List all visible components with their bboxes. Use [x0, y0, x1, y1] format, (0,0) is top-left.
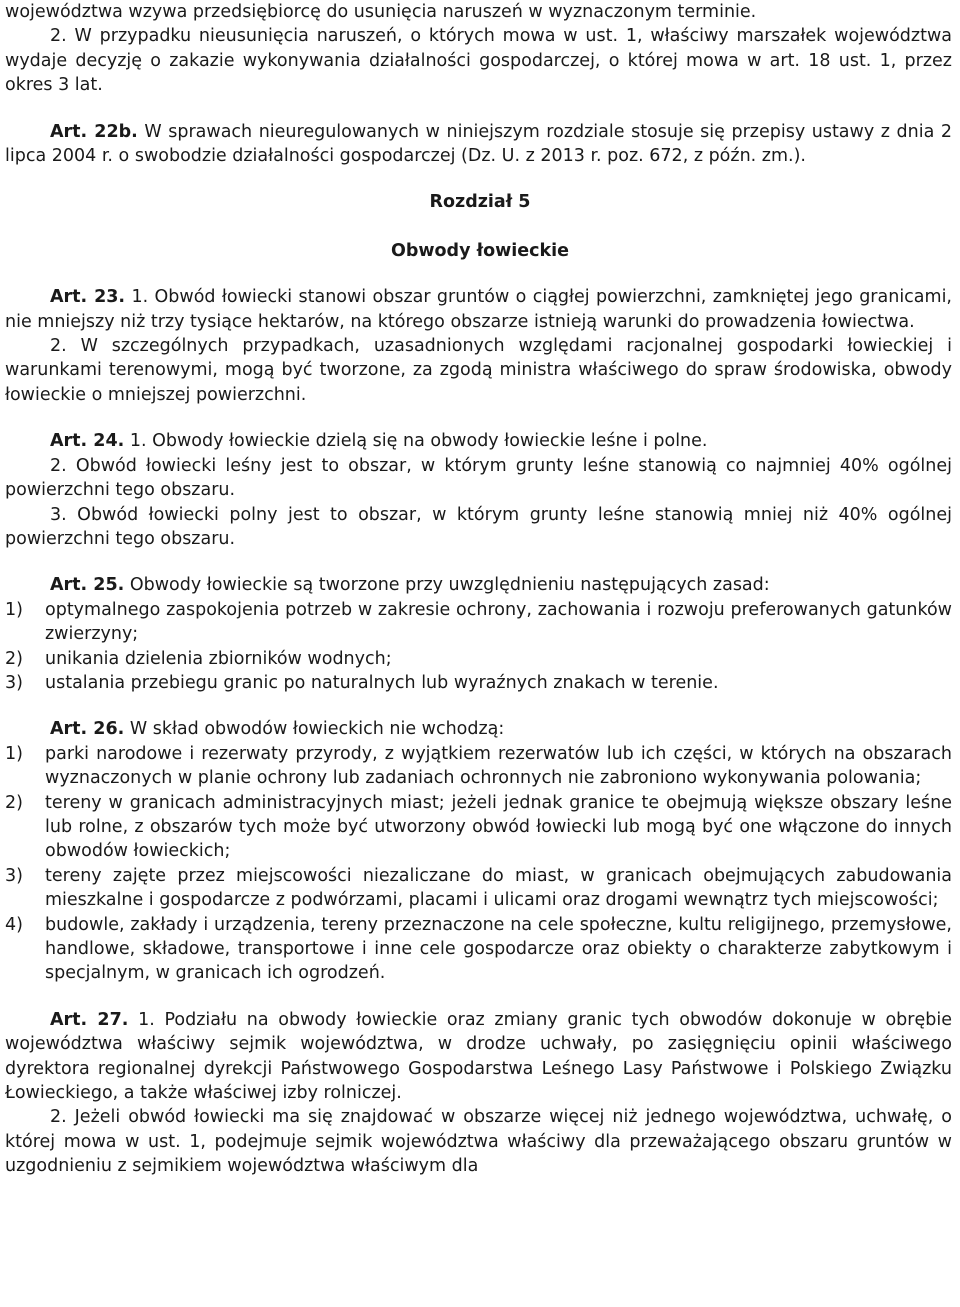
chapter-title: Obwody łowieckie [390, 240, 570, 261]
article-26-intro [5, 717, 952, 741]
article-text: 1. Podziału na obwody łowieckie oraz zmiany granic tych obwodów dokonuje w obrębie województwa właściwy sejmik województwa, w drodze uchwały, po zasięgnięciu opinii właściwego dyrektora regionalnej dyrekcji Państwowego Gospodarstwa Leśnego Lasy Państwowe i Polskiego Związku Łowieckiego, a także właściwej izby rolniczej. [5, 1009, 952, 1104]
list-item-text: unikania dzielenia zbiorników wodnych; [45, 648, 392, 669]
article-label: Art. 27. [50, 1009, 129, 1030]
list-item-text: budowle, zakłady i urządzenia, tereny przeznaczone na cele społeczne, kultu religijnego, przemysłowe, handlowe, składowe, transportowe i inne cele gospodarcze oraz obiekty o charakterze zabytkowym i specjalnym, w granicach ich ogrodzeń. [45, 914, 952, 984]
list-item [5, 791, 952, 864]
article-27-ust1 [5, 1008, 952, 1106]
article-25-intro [5, 573, 952, 597]
list-item-number: 3) [5, 672, 23, 693]
list-item [5, 647, 952, 671]
list-item-number: 2) [5, 648, 23, 669]
article-label: Art. 25. [50, 575, 125, 596]
article-23-ust1 [5, 285, 952, 334]
list-item-text: optymalnego zaspokojenia potrzeb w zakresie ochrony, zachowania i rozwoju preferowanych gatunków zwierzyny; [45, 599, 952, 645]
article-24-ust1 [5, 429, 952, 453]
list-item-number: 4) [5, 914, 23, 935]
list-item-text: parki narodowe i rezerwaty przyrody, z wyjątkiem rezerwatów lub ich części, w których na obszarach wyznaczonych w planie ochrony lub zadaniach ochronnych nie zabroniono wykonywania polowania; [45, 743, 952, 789]
article-text: W sprawach nieuregulowanych w niniejszym rozdziale stosuje się przepisy ustawy z dnia 2 lipca 2004 r. o swobodzie działalności gospodarczej (Dz. U. z 2013 r. poz. 672, z późn. zm.). [5, 121, 952, 167]
list-item-text: ustalania przebiegu granic po naturalnych lub wyraźnych znakach w terenie. [45, 672, 719, 693]
list-item-number: 2) [5, 792, 23, 813]
paragraph-continued: województwa wzywa przedsiębiorcę do usunięcia naruszeń w wyznaczonym terminie. [5, 2, 757, 22]
list-item [5, 864, 952, 913]
article-24-ust3: 3. Obwód łowiecki polny jest to obszar, w którym grunty leśne stanowią mniej niż 40% ogólnej powierzchni tego obszaru. [5, 504, 952, 549]
list-item [5, 742, 952, 791]
article-label: Art. 22b. [50, 121, 138, 142]
article-22b [5, 120, 952, 169]
article-25-list [5, 598, 952, 696]
article-text: 1. Obwód łowiecki stanowi obszar gruntów o ciągłej powierzchni, zamkniętej jego granicami, nie mniejszy niż trzy tysiące hektarów, na którego obszarze istnieją warunki do prowadzenia łowiectwa. [5, 287, 952, 332]
article-label: Art. 26. [50, 719, 125, 740]
article-27-ust2: 2. Jeżeli obwód łowiecki ma się znajdować w obszarze więcej niż jednego województwa, uchwałę, o której mowa w ust. 1, podejmuje sejmik województwa właściwy dla przeważającego obszaru gruntów w uzgodnieniu z sejmikiem województwa właściwym dla [5, 1107, 952, 1177]
chapter-number: Rozdział 5 [429, 192, 531, 213]
article-text: 1. Obwody łowieckie dzielą się na obwody łowieckie leśne i polne. [124, 431, 708, 452]
list-item-number: 3) [5, 865, 23, 886]
list-item-number: 1) [5, 743, 23, 764]
article-23-ust2: 2. W szczególnych przypadkach, uzasadnionych względami racjonalnej gospodarki łowieckiej i warunkami terenowymi, mogą być tworzone, za zgodą ministra właściwego do spraw środowiska, obwody łowieckie o mniejszej powierzchni. [5, 336, 952, 405]
list-item-number: 1) [5, 599, 23, 620]
list-item-text: tereny w granicach administracyjnych miast; jeżeli jednak granice te obejmują większe obszary leśne lub rolne, z obszarów tych może być utworzony obwód łowiecki lub mogą być one włączone do innych obwodów łowieckich; [45, 792, 952, 862]
list-item [5, 598, 952, 647]
article-label: Art. 24. [50, 431, 125, 452]
list-item [5, 671, 952, 695]
list-item [5, 913, 952, 986]
paragraph-art22a-ust2: 2. W przypadku nieusunięcia naruszeń, o których mowa w ust. 1, właściwy marszałek województwa wydaje decyzję o zakazie wykonywania działalności gospodarczej, o której mowa w art. 18 ust. 1, przez okres 3 lat. [5, 26, 952, 96]
article-26-list [5, 742, 952, 986]
article-text: W skład obwodów łowieckich nie wchodzą: [124, 719, 505, 740]
list-item-text: tereny zajęte przez miejscowości niezaliczane do miast, w granicach obejmujących zabudowania mieszkalne i gospodarcze z podwórzami, placami i ulicami oraz drogami wewnątrz tych miejscowości; [45, 865, 952, 911]
article-text: Obwody łowieckie są tworzone przy uwzględnieniu następujących zasad: [124, 575, 770, 596]
article-24-ust2: 2. Obwód łowiecki leśny jest to obszar, w którym grunty leśne stanowią co najmniej 40% ogólnej powierzchni tego obszaru. [5, 455, 952, 501]
article-label: Art. 23. [50, 287, 126, 308]
